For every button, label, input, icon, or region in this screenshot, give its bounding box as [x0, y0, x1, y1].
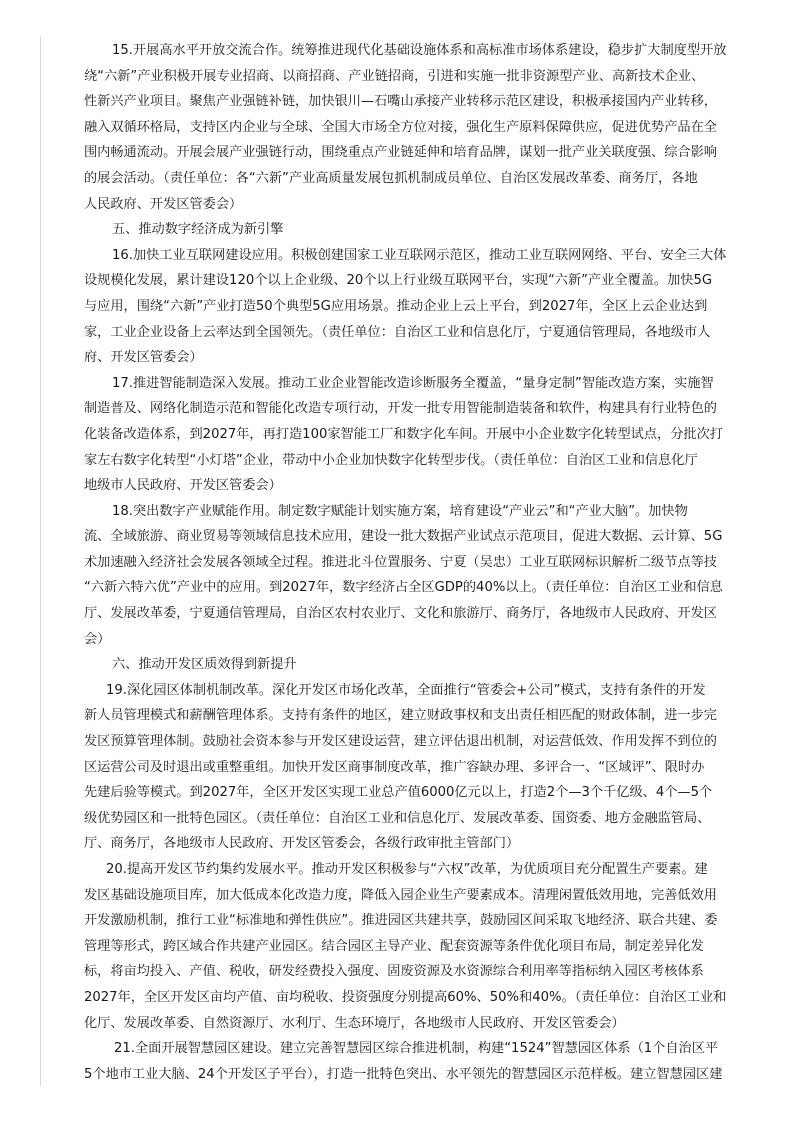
paragraph-18-line: 术加速融入经济社会发展各领域全过程。推进北斗位置服务、宁夏（吴忠）工业互联网标识解析二级节点等技: [84, 554, 717, 570]
paragraph-16-line: 家，工业企业设备上云率达到全国领先。（责任单位：自治区工业和信息化厅，宁夏通信管理局，各地级市人: [84, 324, 711, 340]
paragraph-16-line: 设规模化发展，累计建设120个以上企业级、20个以上行业级互联网平台，实现“六新”产业全覆盖。加快5G: [84, 273, 713, 289]
paragraph-17-line: 化装备改造体系，到2027年，再打造100家智能工厂和数字化车间。开展中小企业数字化转型试点，分批次打: [84, 426, 723, 442]
paragraph-19-line: 发区预算管理体制。鼓励社会资本参与开发区建设运营，建立评估退出机制，对运营低效、作用发挥不到位的: [84, 734, 717, 750]
paragraph-16-line: 16.加快工业互联网建设应用。积极创建国家工业互联网示范区，推动工业互联网网络、平台、安全三大体: [112, 247, 727, 263]
section-heading-6: 六、推动开发区质效得到新提升: [112, 657, 297, 673]
paragraph-16-line: 与应用，围绕“六新”产业打造50个典型5G应用场景。推动企业上云上平台，到2027年，全区上云企业达到: [84, 298, 708, 314]
paragraph-21-line: 21.全面开展智慧园区建设。建立完善智慧园区综合推进机制，构建“1524”智慧园区体系（1个自治区平: [114, 1041, 719, 1057]
paragraph-19-line: 区运营公司及时退出或重整重组。加快开发区商事制度改革，推广容缺办理、多评合一、“区域评”、限时办: [84, 759, 705, 775]
paragraph-20-line: 发区基础设施项目库，加大低成本化改造力度，降低入园企业生产要素成本。清理闲置低效用地，完善低效用: [84, 887, 717, 903]
paragraph-15-line: 融入双循环格局，支持区内企业与全球、全国大市场全方位对接，强化生产原料保障供应，促进优势产品在全: [84, 119, 717, 135]
paragraph-15-line: 围内畅通流动。开展会展产业强链行动，围绕重点产业链延伸和培育品牌，谋划一批产业关联度强、综合影响: [84, 145, 717, 161]
paragraph-19-line: 19.深化园区体制机制改革。深化开发区市场化改革，全面推行“管委会+公司”模式，支持有条件的开发: [106, 682, 706, 698]
paragraph-21-line: 5个地市工业大脑、24个开发区子平台），打造一批特色突出、水平领先的智慧园区示范样板。建立智慧园区建: [84, 1066, 723, 1082]
paragraph-16-line: 府、开发区管委会）: [84, 350, 203, 366]
document-body: [84, 38, 774, 1087]
paragraph-20-line: 2027年，全区开发区亩均产值、亩均税收、投资强度分别提高60%、50%和40%。（责任单位：自治区工业和: [84, 989, 727, 1005]
paragraph-20-line: 管理等形式，跨区域合作共建产业园区。结合园区主导产业、配套资源等条件优化项目布局，制定差异化发: [84, 938, 704, 954]
paragraph-17-line: 地级市人民政府、开发区管委会）: [84, 478, 282, 494]
paragraph-15-line: 人民政府、开发区管委会）: [84, 196, 243, 212]
paragraph-19-line: 先建后验等模式。到2027年，全区开发区实现工业总产值6000亿元以上，打造2个—3个千亿级、4个—5个: [84, 785, 713, 801]
paragraph-19-line: 级优势园区和一批特色园区。（责任单位：自治区工业和信息化厅、发展改革委、国资委、地方金融监管局、: [84, 810, 711, 826]
paragraph-18-line: 厅、发展改革委，宁夏通信管理局，自治区农村农业厅、文化和旅游厅、商务厅，各地级市人民政府、开发区: [84, 606, 717, 622]
paragraph-19-line: 厅、商务厅，各地级市人民政府、开发区管委会，各级行政审批主管部门）: [84, 836, 520, 852]
paragraph-18-line: 18.突出数字产业赋能作用。制定数字赋能计划实施方案，培育建设“产业云”和“产业大脑”。加快物: [112, 503, 688, 519]
paragraph-17-line: 制造普及、网络化制造示范和智能化改造专项行动，开发一批专用智能制造装备和软件，构建具有行业特色的: [84, 401, 717, 417]
section-heading-5: 五、推动数字经济成为新引擎: [112, 222, 284, 238]
paragraph-17-line: 17.推进智能制造深入发展。推动工业企业智能改造诊断服务全覆盖，“量身定制”智能改造方案，实施智: [112, 375, 714, 391]
paragraph-18-line: 会）: [84, 631, 111, 647]
paragraph-20-line: 20.提高开发区节约集约发展水平。推动开发区积极参与“六权”改革，为优质项目充分配置生产要素。建: [106, 862, 708, 877]
paragraph-20-line: 标，将亩均投入、产值、税收，研发经费投入强度、固废资源及水资源综合利用率等指标纳入园区考核体系: [84, 964, 704, 980]
paragraph-15-line: 的展会活动。（责任单位：各“六新”产业高质量发展包抓机制成员单位、自治区发展改革委、商务厅，各地: [84, 170, 698, 186]
paragraph-20-line: 化厅、发展改革委、自然资源厅、水利厅、生态环境厅，各地级市人民政府、开发区管委会）: [84, 1015, 625, 1031]
paragraph-20-line: 开发激励机制，推行工业“标准地和弹性供应”。推进园区共建共享，鼓励园区间采取飞地经济、联合共建、委: [84, 913, 718, 929]
paragraph-18-line: “六新六特六优”产业中的应用。到2027年，数字经济占全区GDP的40%以上。（责任单位：自治区工业和信息: [84, 580, 723, 596]
paragraph-19-line: 新人员管理模式和薪酬管理体系。支持有条件的地区，建立财政事权和支出责任相匹配的财政体制，进一步完: [84, 708, 717, 724]
page-margin-rule: [40, 36, 41, 1086]
paragraph-15-line: 绕“六新”产业积极开展专业招商、以商招商、产业链招商，引进和实施一批非资源型产业、高新技术企业、: [84, 68, 705, 84]
paragraph-15-line: 15.开展高水平开放交流合作。统筹推进现代化基础设施体系和高标准市场体系建设，稳步扩大制度型开放: [112, 43, 727, 58]
paragraph-15-line: 性新兴产业项目。聚焦产业强链补链，加快银川—石嘴山承接产业转移示范区建设，积极承接国内产业转移，: [84, 94, 717, 110]
paragraph-18-line: 流、全域旅游、商业贸易等领域信息技术应用，建设一批大数据产业试点示范项目，促进大数据、云计算、5G: [84, 529, 723, 545]
paragraph-17-line: 家左右数字化转型“小灯塔”企业，带动中小企业加快数字化转型步伐。（责任单位：自治区工业和信息化厅: [84, 452, 698, 468]
